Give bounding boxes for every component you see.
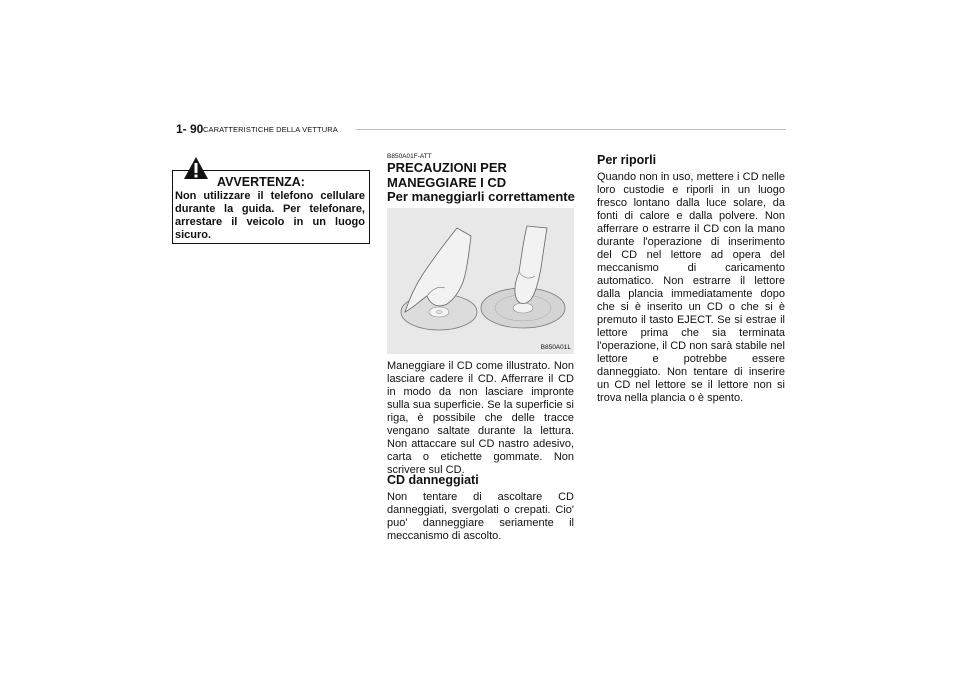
storage-paragraph: Quando non in uso, mettere i CD nelle loro custodie e riporli in un luogo fresco lontano dalla luce solare, da fonti di calore e dalla polvere. Non afferrare o estrarre il CD con la mano durante l'operazione di inserimento del CD nel lettore ad opera del meccanismo di caricamento automatico. Non estrarre il lettore dalla plancia immediatamente dopo che si è inserito un CD o che si è premuto il tasto EJECT. Se si estrae il lettore prima che sia terminata l'operazione, il CD non sarà stabile nel lettore e potrebbe essere danneggiato. Non tentare di inserire un CD nel lettore se il lettore non si trova nella plancia o è spento. xyxy=(597,171,785,404)
title-line-2: MANEGGIARE I CD xyxy=(387,174,507,190)
section-title: CARATTERISTICHE DELLA VETTURA xyxy=(203,125,338,134)
warning-heading: AVVERTENZA: xyxy=(217,175,305,189)
figure-code: B850A01L xyxy=(540,344,571,351)
page-number: 1- 90 xyxy=(176,122,204,136)
page-header xyxy=(176,122,786,136)
header-rule xyxy=(356,129,786,130)
storage-heading: Per riporli xyxy=(597,153,657,167)
cd-handling-illustration xyxy=(387,208,574,354)
title-line-1: PRECAUZIONI PER xyxy=(387,160,507,175)
exclamation-icon xyxy=(183,156,209,180)
warning-text: Non utilizzare il telefono cellulare durante la guida. Per telefonare, arrestare il veicolo in un luogo sicuro. xyxy=(175,190,365,241)
damaged-cd-paragraph: Non tentare di ascoltare CD danneggiati, svergolati o crepati. Cio' puo' danneggiare seriamente il meccanismo di ascolto. xyxy=(387,491,574,542)
main-title xyxy=(387,161,577,205)
title-line-3: Per maneggiarli correttamente xyxy=(387,189,575,204)
section-code: B850A01F-ATT xyxy=(387,153,432,160)
handling-paragraph: Maneggiare il CD come illustrato. Non lasciare cadere il CD. Afferrare il CD in modo da non lasciare impronte sulla sua superficie. Se la superficie si riga, è possibile che delle tracce vengano saltate durante la lettura. Non attaccare sul CD nastro adesivo, carta o etichette gommate. Non scrivere sul CD. xyxy=(387,360,574,476)
cd-handling-figure xyxy=(387,208,574,354)
damaged-cd-heading: CD danneggiati xyxy=(387,473,479,487)
